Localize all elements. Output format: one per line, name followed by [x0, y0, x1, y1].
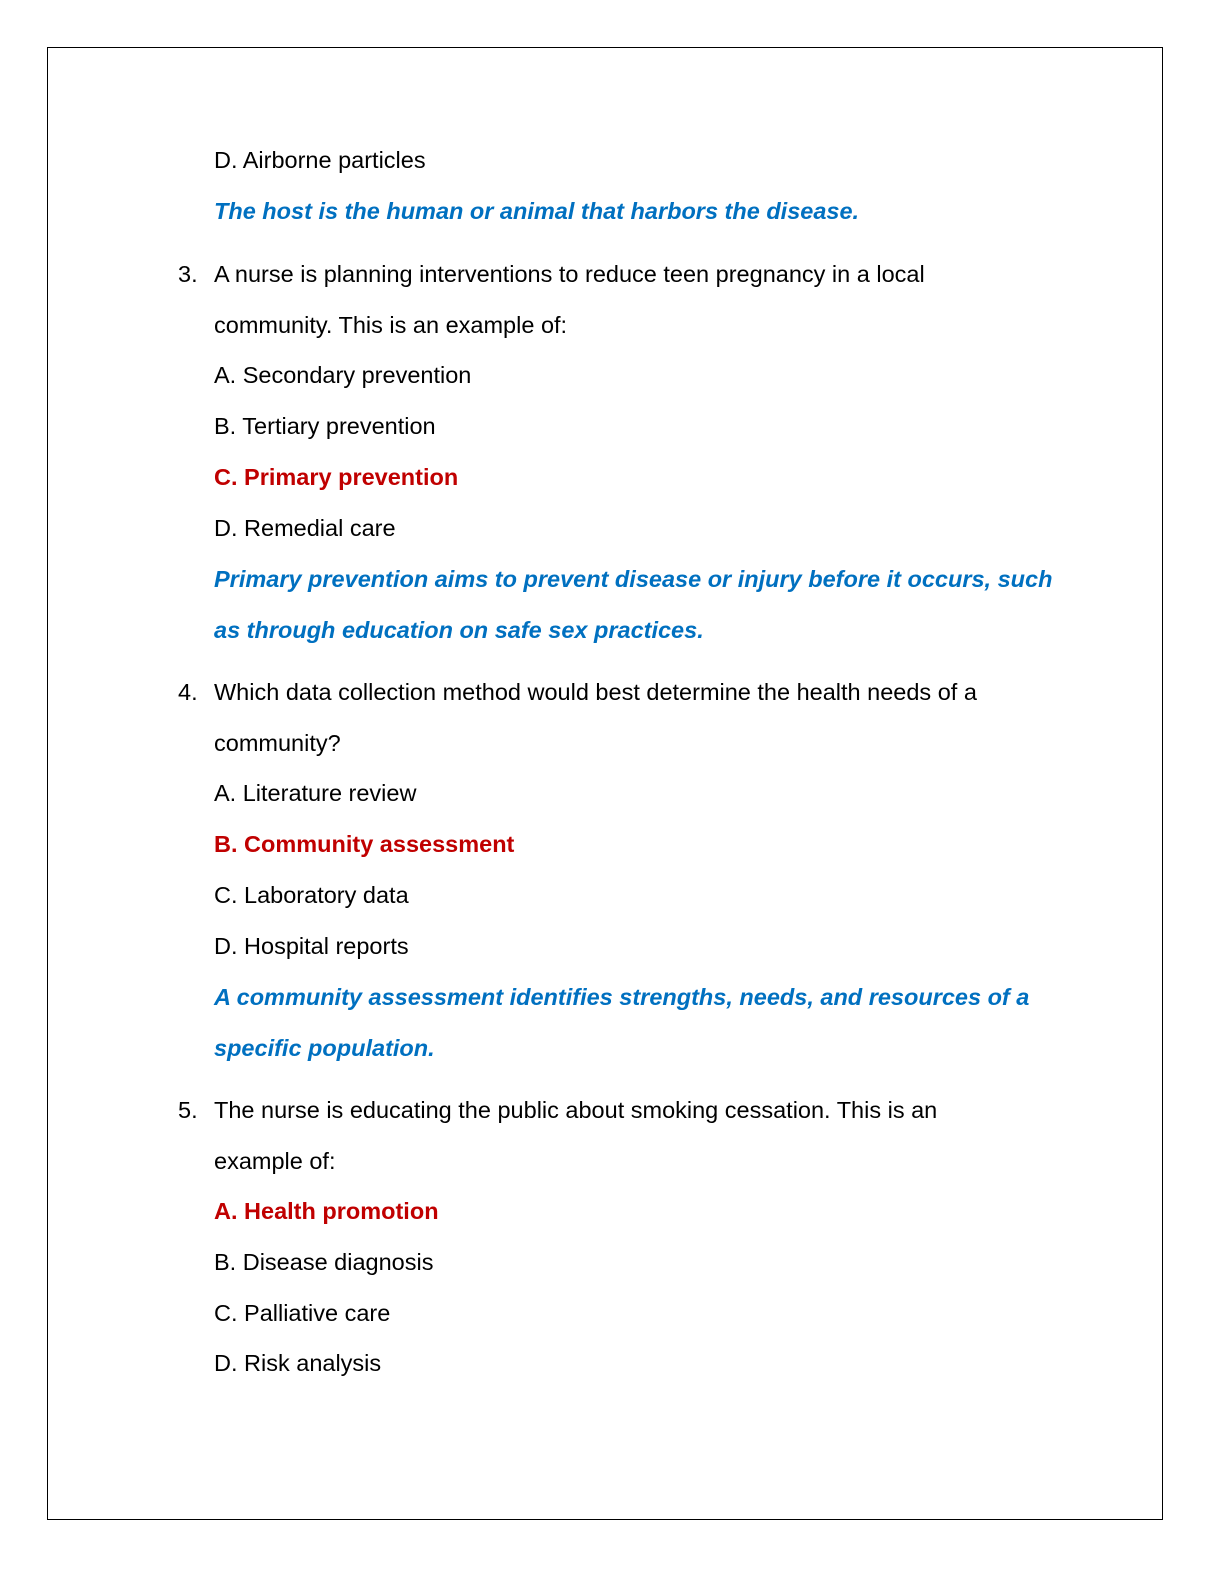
q4-number: 4.	[178, 679, 198, 705]
q2-option-d: D. Airborne particles	[214, 147, 426, 173]
q3-stem-line2: community. This is an example of:	[214, 312, 568, 338]
q3-option-a: A. Secondary prevention	[214, 362, 472, 388]
q3-option-c-correct: C. Primary prevention	[214, 464, 459, 490]
q4-option-d: D. Hospital reports	[214, 933, 409, 959]
q3-number: 3.	[178, 261, 198, 287]
q5-stem-line2: example of:	[214, 1148, 336, 1174]
q3-option-d: D. Remedial care	[214, 515, 396, 541]
q5-stem-line1: The nurse is educating the public about smoking cessation. This is an	[214, 1097, 938, 1123]
q4-option-c: C. Laboratory data	[214, 882, 409, 908]
q3-option-b: B. Tertiary prevention	[214, 413, 436, 439]
q5-option-a-correct: A. Health promotion	[214, 1198, 439, 1224]
q3-stem-line1: A nurse is planning interventions to reduce teen pregnancy in a local	[214, 261, 925, 287]
q4-rationale-line2: specific population.	[214, 1035, 435, 1061]
q4-option-a: A. Literature review	[214, 780, 417, 806]
q3-rationale-line2: as through education on safe sex practices.	[214, 617, 704, 643]
q5-option-d: D. Risk analysis	[214, 1350, 382, 1376]
q4-rationale-line1: A community assessment identifies strengths, needs, and resources of a	[214, 984, 1030, 1010]
q3-rationale-line1: Primary prevention aims to prevent disease or injury before it occurs, such	[214, 566, 1053, 592]
q4-stem-line2: community?	[214, 730, 341, 756]
q5-number: 5.	[178, 1097, 198, 1123]
q5-option-c: C. Palliative care	[214, 1300, 391, 1326]
q2-rationale: The host is the human or animal that harbors the disease.	[214, 198, 860, 224]
q5-option-b: B. Disease diagnosis	[214, 1249, 434, 1275]
q4-option-b-correct: B. Community assessment	[214, 831, 515, 857]
q4-stem-line1: Which data collection method would best determine the health needs of a	[214, 679, 977, 705]
